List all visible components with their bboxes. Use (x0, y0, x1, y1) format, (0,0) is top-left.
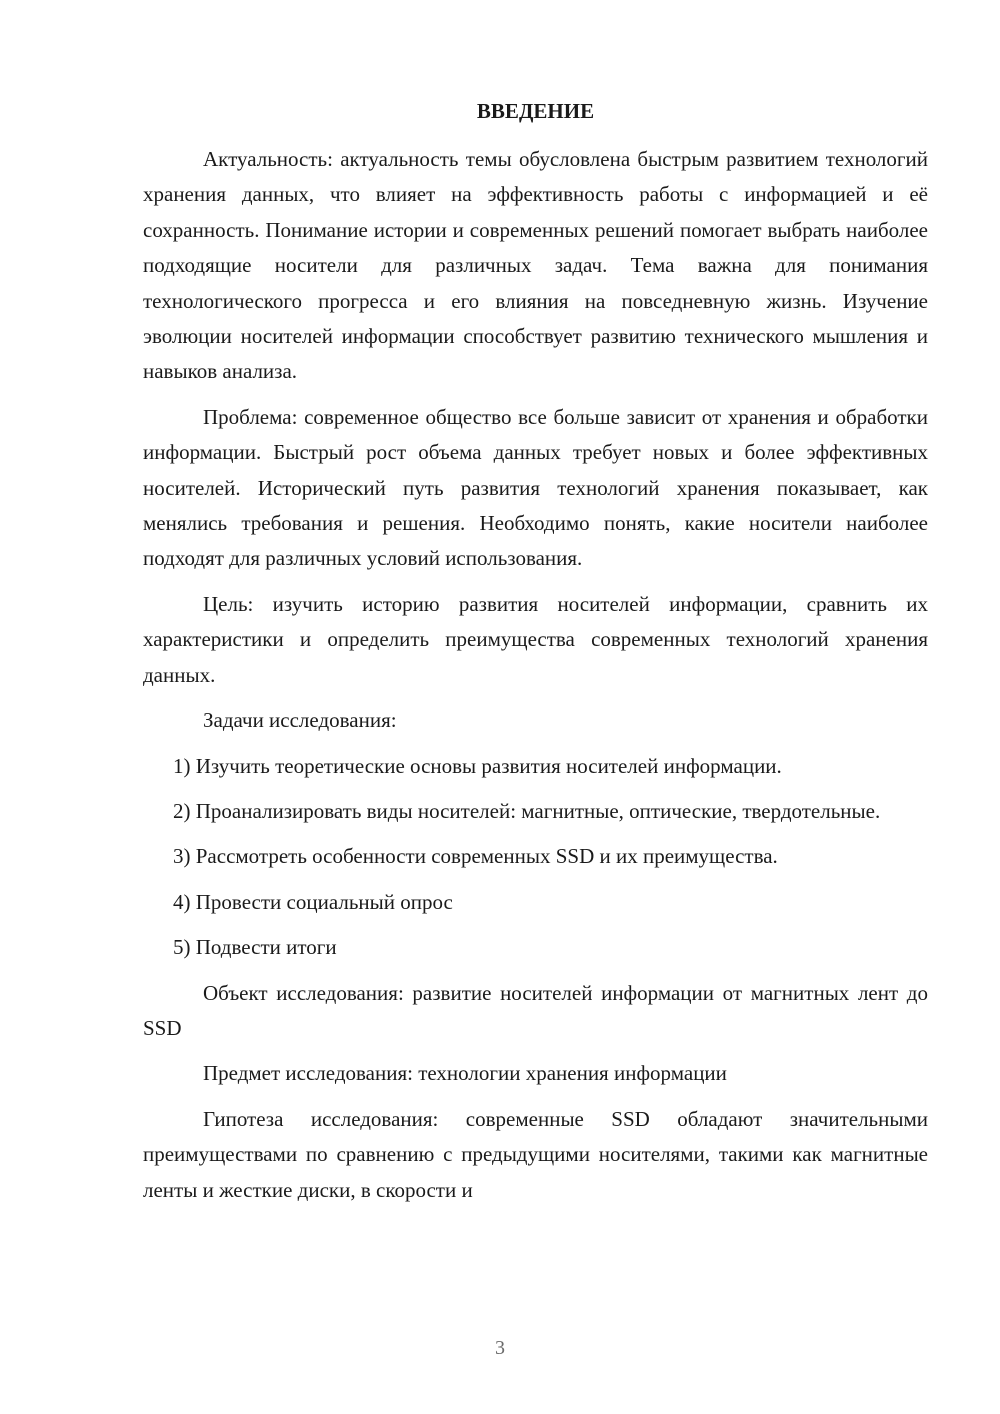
paragraph-problem: Проблема: современное общество все больше зависит от хранения и обработки информации. Быстрый рост объема данных требует новых и более эффективных носителей. Исторический путь развития технологий хранения показывает, как менялись требования и решения. Необходимо понять, какие носители наиболее подходят для различных условий использования. (143, 404, 928, 571)
paragraph-hypothesis: Гипотеза исследования: современные SSD обладают значительными преимуществами по сравнению с предыдущими носителями, такими как магнитные ленты и жесткие диски, в скорости и (143, 1106, 928, 1202)
page-title: ВВЕДЕНИЕ (476, 99, 595, 123)
paragraph-tasks-heading: Задачи исследования: (203, 708, 397, 733)
task-item-5: 5) Подвести итоги (173, 935, 337, 960)
paragraph-subject: Предмет исследования: технологии хранения информации (203, 1061, 727, 1086)
document-body (143, 142, 928, 1208)
paragraph-relevance: Актуальность: актуальность темы обусловлена быстрым развитием технологий хранения данных, что влияет на эффективность работы с информацией и её сохранность. Понимание истории и современных решений помогает выбрать наиболее подходящие носители для различных задач. Тема важна для понимания технологического прогресса и его влияния на повседневную жизнь. Изучение эволюции носителей информации способствует развитию технического мышления и навыков анализа. (143, 147, 928, 384)
task-item-3: 3) Рассмотреть особенности современных SSD и их преимущества. (173, 844, 778, 869)
paragraph-goal: Цель: изучить историю развития носителей информации, сравнить их характеристики и определить преимущества современных технологий хранения данных. (143, 591, 928, 687)
task-item-2: 2) Проанализировать виды носителей: магнитные, оптические, твердотельные. (173, 798, 881, 823)
page-number: 3 (495, 1337, 505, 1359)
paragraph-object: Объект исследования: развитие носителей информации от магнитных лент до SSD (143, 980, 928, 1040)
task-item-4: 4) Провести социальный опрос (173, 889, 453, 914)
task-item-1: 1) Изучить теоретические основы развития носителей информации. (173, 753, 782, 778)
